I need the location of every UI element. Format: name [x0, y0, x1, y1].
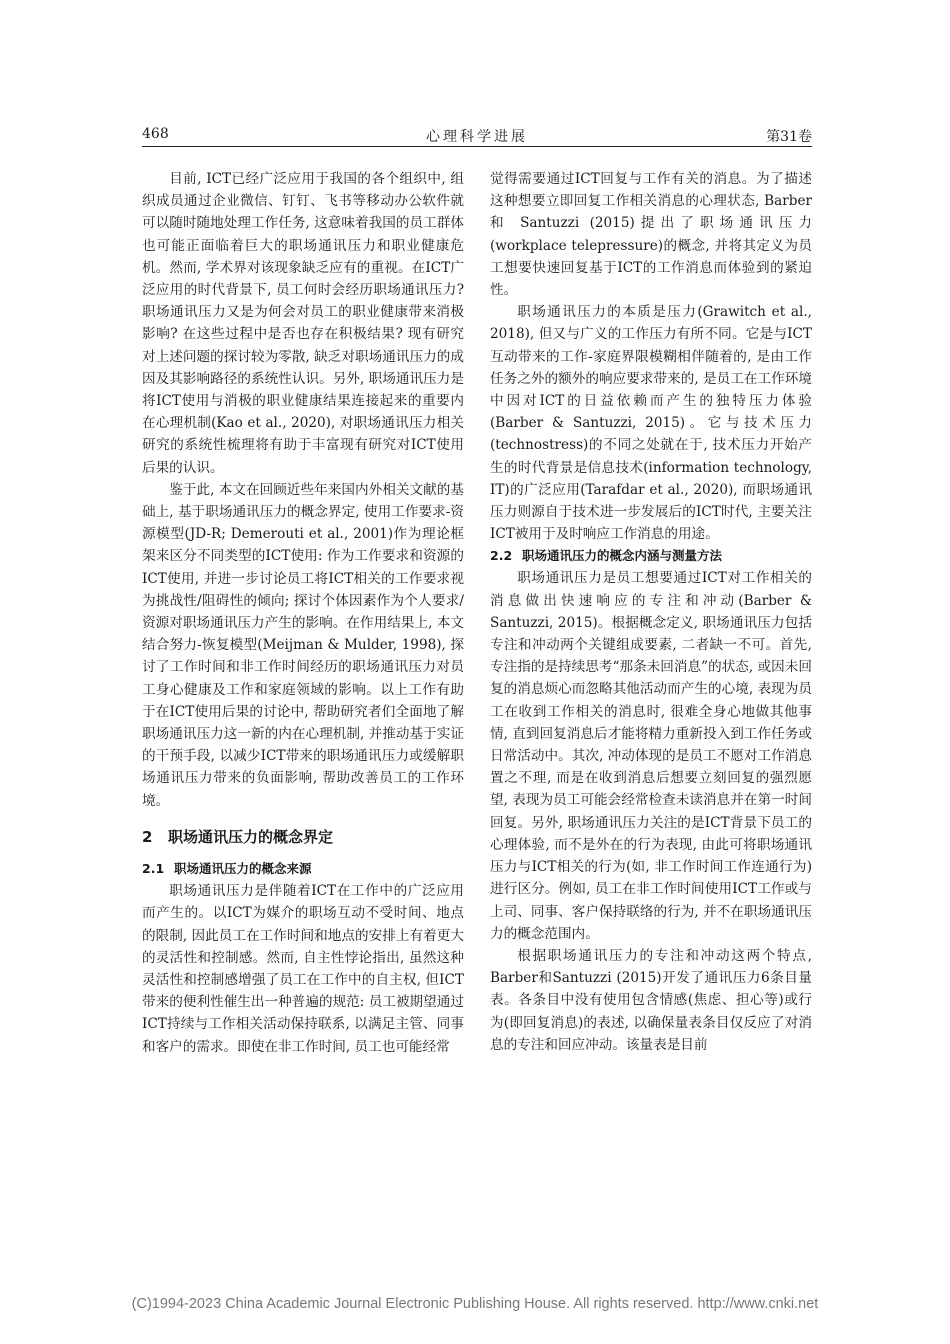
- paragraph: 目前, ICT已经广泛应用于我国的各个组织中, 组织成员通过企业微信、钉钉、飞书等移动办公软件就可以随时随地处理工作任务, 这意味着我国的员工群体也可能正面临着巨大的职场通讯压力和职业健康危机。然而, 学术界对该现象缺乏应有的重视。在ICT广泛应用的时代背景下, 员工何时会经历职场通讯压力? 职场通讯压力又是为何会对员工的职业健康带来消极影响? 在这些过程中是否也存在积极结果? 现有研究对上述问题的探讨较为零散, 缺乏对职场通讯压力的成因及其影响路径的系统性认识。另外, 职场通讯压力是将ICT使用与消极的职业健康结果连接起来的重要内在心理机制(Kao et al., 2020), 对职场通讯压力相关研究的系统性梳理将有助于丰富现有研究对ICT使用后果的认识。: [142, 171, 464, 476]
- left-column: [142, 168, 464, 1058]
- copyright-footer: (C)1994-2023 China Academic Journal Electronic Publishing House. All rights reserved. http://www.cnki.net: [131, 1296, 819, 1312]
- paragraph: 鉴于此, 本文在回顾近些年来国内外相关文献的基础上, 基于职场通讯压力的概念界定, 使用工作要求-资源模型(JD-R; Demerouti et al., 2001)作为理论框架来区分不同类型的ICT使用: 作为工作要求和资源的ICT使用, 并进一步讨论员工将ICT相关的工作要求视为挑战性/阻碍性的倾向; 探讨个体因素作为个人要求/资源对职场通讯压力产生的影响。在作用结果上, 本文结合努力-恢复模型(Meijman & Mulder, 1998), 探讨了工作时间和非工作时间经历的职场通讯压力对员工身心健康及工作和家庭领域的影响。以上工作有助于在ICT使用后果的讨论中, 帮助研究者们全面地了解职场通讯压力这一新的内在心理机制, 并推动基于实证的干预手段, 以减少ICT带来的职场通讯压力或缓解职场通讯压力带来的负面影响, 帮助改善员工的工作环境。: [142, 481, 464, 809]
- page-number: 468: [142, 126, 169, 142]
- right-column: [490, 168, 812, 1056]
- section-number: 2: [142, 827, 153, 846]
- volume-label: 第31卷: [766, 129, 812, 145]
- section-heading: [142, 826, 464, 848]
- subsection-title: 职场通讯压力的概念来源: [174, 861, 312, 877]
- journal-title: 心理科学进展: [426, 129, 528, 145]
- section-title: 职场通讯压力的概念界定: [168, 827, 334, 846]
- paragraph: 根据职场通讯压力的专注和冲动这两个特点, Barber和Santuzzi (2015)开发了通讯压力6条目量表。各条目中没有使用包含情感(焦虑、担心等)或行为(即回复消息)的表述, 以确保量表条目仅反应了对消息的专注和回应冲动。该量表是目前: [490, 947, 812, 1053]
- paragraph: 职场通讯压力是员工想要通过ICT对工作相关的消息做出快速响应的专注和冲动(Barber & Santuzzi, 2015)。根据概念定义, 职场通讯压力包括专注和冲动两个关键组成要素, 二者缺一不可。首先, 专注指的是持续思考“那条未回消息”的状态, 或因未回复的消息烦心而忽略其他活动而产生的心境, 表现为员工在收到工作相关的消息时, 很难全身心地做其他事情, 直到回复消息后才能将精力重新投入到工作任务或日常活动中。其次, 冲动体现的是员工不愿对工作消息置之不理, 而是在收到消息后想要立刻回复的强烈愿望, 表现为员工可能会经常检查未读消息并在第一时间回复。另外, 职场通讯压力关注的是ICT背景下员工的心理体验, 而不是外在的行为表现, 由此可将职场通讯压力与ICT相关的行为(如, 非工作时间工作连通行为)进行区分。例如, 员工在非工作时间使用ICT工作或与上司、同事、客户保持联络的行为, 并不在职场通讯压力的概念范围内。: [490, 570, 812, 942]
- paragraph: 职场通讯压力是伴随着ICT在工作中的广泛应用而产生的。以ICT为媒介的职场互动不受时间、地点的限制, 因此员工在工作时间和地点的安排上有着更大的灵活性和控制感。然而, 自主性悖论指出, 虽然这种灵活性和控制感增强了员工在工作中的自主权, 但ICT带来的便利性催生出一种普遍的规范: 员工被期望通过ICT持续与工作相关活动保持联系, 以满足主管、同事和客户的需求。即使在非工作时间, 员工也可能经常: [142, 883, 464, 1055]
- running-header: [142, 124, 812, 147]
- subsection-heading: [142, 858, 464, 880]
- paragraph: 觉得需要通过ICT回复与工作有关的消息。为了描述这种想要立即回复工作相关消息的心理状态, Barber 和 Santuzzi (2015)提出了职场通讯压力(workplace telepressure)的概念, 并将其定义为员工想要快速回复基于ICT的工作消息而体验到的紧迫性。: [490, 171, 812, 299]
- subsection-number: 2.1: [142, 861, 165, 877]
- paragraph: 职场通讯压力的本质是压力(Grawitch et al., 2018), 但又与广义的工作压力有所不同。它是与ICT互动带来的工作-家庭界限模糊相伴随着的, 是由工作任务之外的额外的响应要求带来的, 是员工在工作环境中因对ICT的日益依赖而产生的独特压力体验(Barber & Santuzzi, 2015)。它与技术压力(technostress)的不同之处就在于, 技术压力开始产生的时代背景是信息技术(information technology, IT)的广泛应用(Tarafdar et al., 2020), 而职场通讯压力则源自于技术进一步发展后的ICT时代, 主要关注ICT被用于及时响应工作消息的用途。: [490, 304, 812, 543]
- subsection-number: 2.2: [490, 548, 513, 564]
- subsection-title: 职场通讯压力的概念内涵与测量方法: [522, 548, 723, 564]
- subsection-heading: [490, 545, 812, 567]
